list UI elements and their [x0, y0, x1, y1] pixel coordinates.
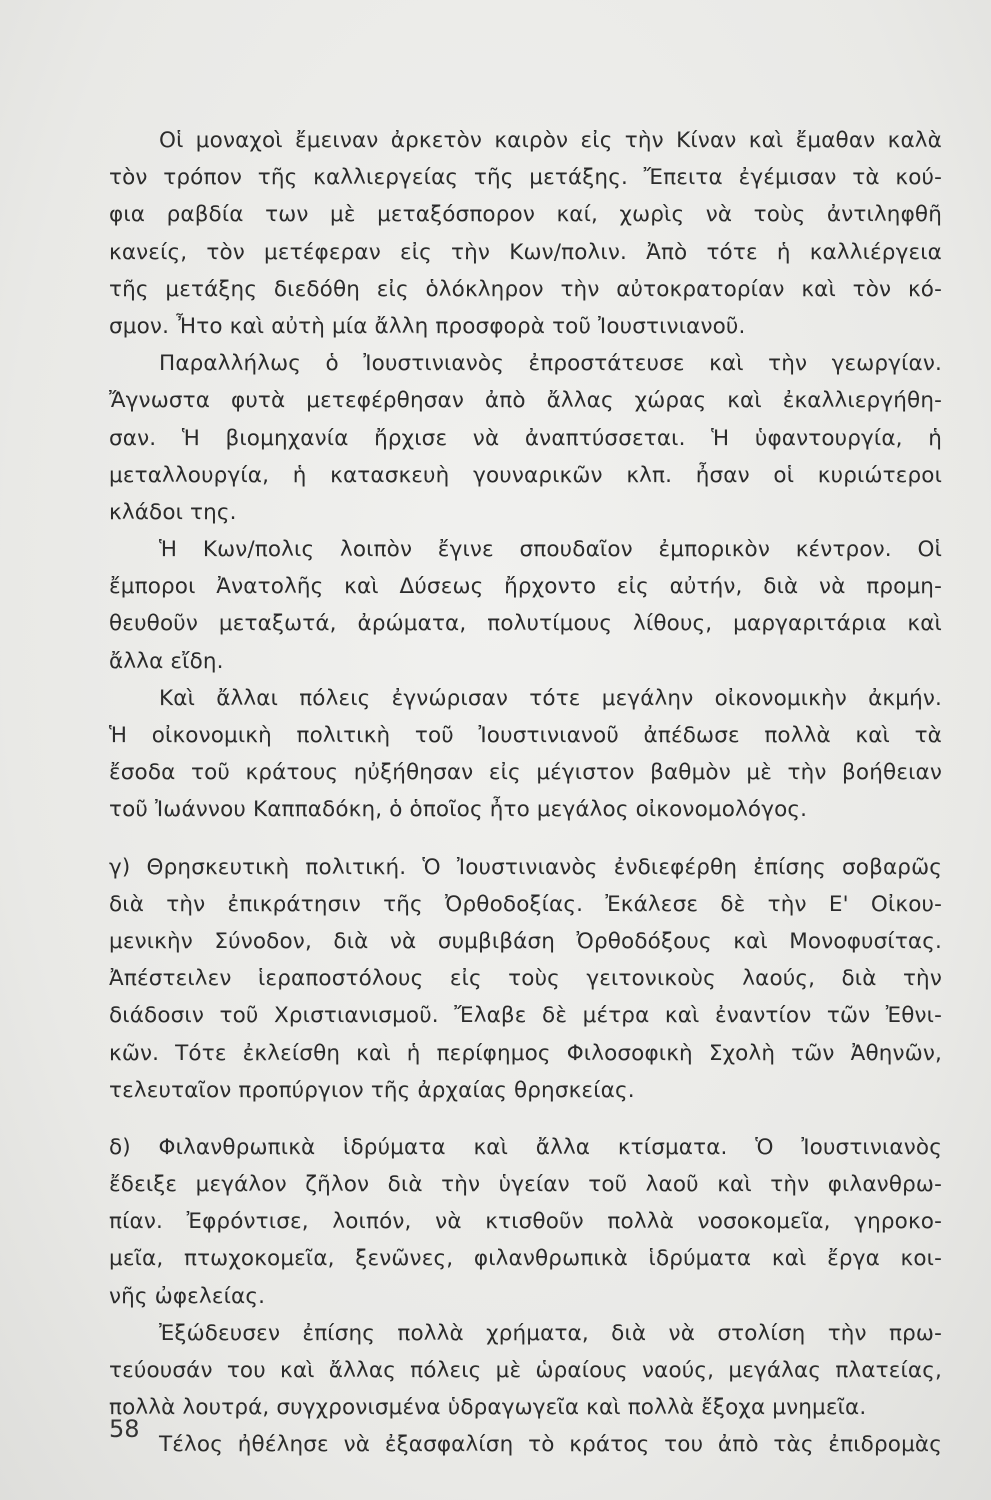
text-line: πίαν. Ἐφρόντισε, λοιπόν, νὰ κτισθοῦν πολλὰ νοσοκομεῖα, γηροκο-	[109, 1209, 942, 1235]
text-line: κλάδοι της.	[109, 499, 237, 525]
paragraph	[109, 531, 942, 680]
text-line: μενικὴν Σύνοδον, διὰ νὰ συμβιβάση Ὀρθοδόξους καὶ Μονοφυσίτας.	[109, 928, 942, 954]
text-line: ἔσοδα τοῦ κράτους ηὐξήθησαν εἰς μέγιστον βαθμὸν μὲ τὴν βοήθειαν	[109, 760, 942, 786]
text-line: ἔδειξε μεγάλον ζῆλον διὰ τὴν ὑγείαν τοῦ λαοῦ καὶ τὴν φιλανθρω-	[109, 1172, 942, 1198]
text-line: θευθοῦν μεταξωτά, ἀρώματα, πολυτίμους λίθους, μαργαριτάρια καὶ	[109, 611, 942, 637]
section-gap	[109, 829, 942, 849]
text-line: ἔμποροι Ἀνατολῆς καὶ Δύσεως ἤρχοντο εἰς αὐτήν, διὰ νὰ προμη-	[109, 574, 942, 600]
text-line: διάδοσιν τοῦ Χριστιανισμοῦ. Ἔλαβε δὲ μέτρα καὶ ἐναντίον τῶν Ἐθνι-	[109, 1003, 942, 1029]
text-line: Οἱ μοναχοὶ ἔμειναν ἀρκετὸν καιρὸν εἰς τὴν Κίναν καὶ ἔμαθαν καλὰ	[159, 128, 942, 153]
text-line: σμον. Ἦτο καὶ αὐτὴ μία ἄλλη προσφορὰ τοῦ Ἰουστινιανοῦ.	[109, 313, 746, 339]
text-line: Καὶ ἄλλαι πόλεις ἐγνώρισαν τότε μεγάλην οἰκονομικὴν ἀκμήν.	[159, 685, 942, 711]
text-line: μεταλλουργία, ἡ κατασκευὴ γουναρικῶν κλπ. ἦσαν οἱ κυριώτεροι	[109, 462, 942, 488]
section-gap	[109, 1109, 942, 1129]
text-line: Ἄγνωστα φυτὰ μετεφέρθησαν ἀπὸ ἄλλας χώρας καὶ ἐκαλλιεργήθη-	[109, 388, 942, 414]
text-line: τελευταῖον προπύργιον τῆς ἀρχαίας θρησκείας.	[109, 1077, 635, 1103]
paragraph	[109, 345, 942, 531]
page-number: 58	[109, 1415, 140, 1443]
text-line: τοῦ Ἰωάννου Καππαδόκη, ὁ ὁποῖος ἦτο μεγάλος οἰκονομολόγος.	[109, 797, 808, 823]
paragraph	[109, 1129, 942, 1315]
text-line: μεῖα, πτωχοκομεῖα, ξενῶνες, φιλανθρωπικὰ ἱδρύματα καὶ ἔργα κοι-	[109, 1246, 942, 1272]
text-line: πολλὰ λουτρά, συγχρονισμένα ὑδραγωγεῖα καὶ πολλὰ ἔξοχα μνημεῖα.	[109, 1395, 867, 1421]
text-line: τὸν τρόπον τῆς καλλιεργείας τῆς μετάξης. Ἔπειτα ἐγέμισαν τὰ κού-	[109, 165, 942, 191]
paragraph	[109, 680, 942, 829]
text-line: τῆς μετάξης διεδόθη εἰς ὁλόκληρον τὴν αὐτοκρατορίαν καὶ τὸν κό-	[109, 276, 942, 302]
text-line: ἄλλα εἴδη.	[109, 648, 224, 674]
paragraph	[109, 1426, 942, 1463]
text-line: Ἀπέστειλεν ἱεραποστόλους εἰς τοὺς γειτονικοὺς λαούς, διὰ τὴν	[109, 966, 942, 992]
text-line: Τέλος ἠθέλησε νὰ ἐξασφαλίση τὸ κράτος του ἀπὸ τὰς ἐπιδρομὰς	[159, 1432, 942, 1458]
paragraph	[109, 1315, 942, 1427]
text-line: διὰ τὴν ἐπικράτησιν τῆς Ὀρθοδοξίας. Ἐκάλεσε δὲ τὴν Ε' Οἰκου-	[109, 891, 942, 917]
text-line: Ἐξώδευσεν ἐπίσης πολλὰ χρήματα, διὰ νὰ στολίση τὴν πρω-	[159, 1320, 942, 1346]
text-line: κανείς, τὸν μετέφεραν εἰς τὴν Κων/πολιν. Ἀπὸ τότε ἡ καλλιέργεια	[109, 239, 942, 265]
text-line: γ) Θρησκευτικὴ πολιτική. Ὁ Ἰουστινιανὸς ἐνδιεφέρθη ἐπίσης σοβαρῶς	[109, 854, 942, 880]
paragraph	[109, 849, 942, 1109]
text-line: κῶν. Τότε ἐκλείσθη καὶ ἡ περίφημος Φιλοσοφικὴ Σχολὴ τῶν Ἀθηνῶν,	[109, 1040, 942, 1066]
text-line: Ἡ Κων/πολις λοιπὸν ἔγινε σπουδαῖον ἐμπορικὸν κέντρον. Οἱ	[159, 537, 942, 563]
text-line: νῆς ὠφελείας.	[109, 1283, 266, 1309]
text-line: τεύουσάν του καὶ ἄλλας πόλεις μὲ ὡραίους ναούς, μεγάλας πλατείας,	[109, 1358, 942, 1383]
paragraph	[109, 122, 942, 345]
text-line: δ) Φιλανθρωπικὰ ἱδρύματα καὶ ἄλλα κτίσματα. Ὁ Ἰουστινιανὸς	[109, 1134, 942, 1160]
text-line: σαν. Ἡ βιομηχανία ἤρχισε νὰ ἀναπτύσσεται. Ἡ ὑφαντουργία, ἡ	[109, 425, 942, 451]
text-line: φια ραβδία των μὲ μεταξόσπορον καί, χωρὶς νὰ τοὺς ἀντιληφθῆ	[109, 202, 942, 228]
body-text	[109, 122, 942, 1464]
text-line: Παραλλήλως ὁ Ἰουστινιανὸς ἐπροστάτευσε καὶ τὴν γεωργίαν.	[159, 351, 942, 377]
text-line: Ἡ οἰκονομικὴ πολιτικὴ τοῦ Ἰουστινιανοῦ ἀπέδωσε πολλὰ καὶ τὰ	[109, 723, 942, 748]
